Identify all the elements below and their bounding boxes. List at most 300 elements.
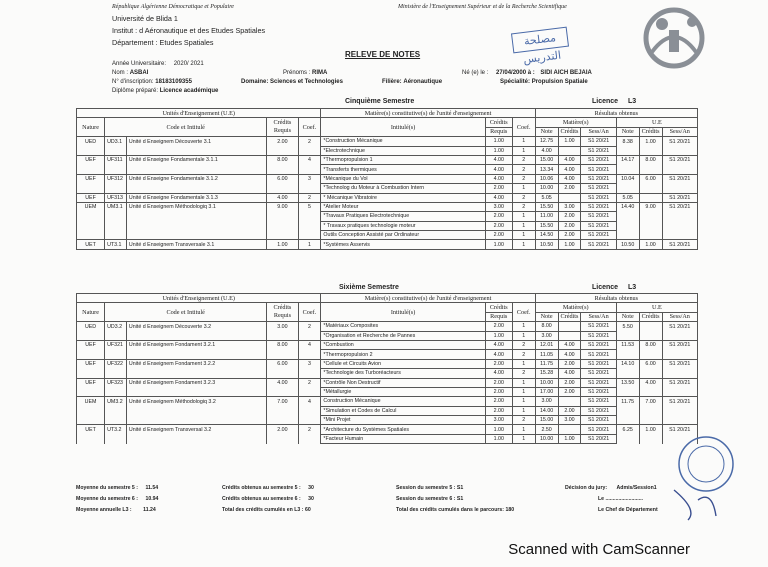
ue-title: Unité d Enseigne Fondamentale 3.1.3 xyxy=(126,193,266,202)
subject-note: 8.00 xyxy=(535,322,558,331)
ue-session: S1 20/21 xyxy=(662,340,697,349)
subject-credits: 4.00 xyxy=(558,369,581,378)
subject-credits: 4.00 xyxy=(558,350,581,359)
subject-note: 5.05 xyxy=(535,193,558,202)
ue-title: Unité d Enseignem Découverte 3.1 xyxy=(126,137,266,146)
ue-code: UF323 xyxy=(105,378,127,387)
session-s6: Session du semestre 6 : S1 xyxy=(396,496,464,502)
empty-cell xyxy=(616,350,639,359)
ue-code: UD3.2 xyxy=(105,322,127,331)
ue-session: S1 20/21 xyxy=(662,378,697,387)
ue-code: UM3.1 xyxy=(105,202,127,211)
document-title: RELEVE DE NOTES xyxy=(345,50,421,59)
empty-cell xyxy=(662,165,697,174)
ue-coef: 2 xyxy=(298,322,321,331)
ue-credits-requis: 6.00 xyxy=(267,359,298,368)
ue-credits-requis: 9.00 xyxy=(267,202,298,211)
ue-note: 5.05 xyxy=(616,193,639,202)
code-header: Code et Intitulé xyxy=(105,303,267,322)
subject-session: S1 20/21 xyxy=(581,359,616,368)
scanner-footer: Scanned with CamScanner xyxy=(508,541,690,558)
ue-coef: 4 xyxy=(298,340,321,349)
subject-credits-requis: 4.00 xyxy=(485,340,512,349)
ue-note: 11.53 xyxy=(616,340,639,349)
coef-header-2: Coef. xyxy=(512,303,535,322)
subject-credits xyxy=(558,193,581,202)
nature-header: Nature xyxy=(77,118,105,137)
subject-session: S1 20/21 xyxy=(581,165,616,174)
subject-session: S1 20/21 xyxy=(581,137,616,146)
ue-nature: UEF xyxy=(77,340,105,349)
birth-info: Né (e) le : 27/04/2000 à : SIDI AICH BEJAIA xyxy=(462,70,592,76)
ue-note: 10.04 xyxy=(616,174,639,183)
subject-name: *Thermopropulsion 1 xyxy=(321,155,485,164)
matieres-sub-header: Matière(s) xyxy=(535,303,616,312)
ue-coef: 1 xyxy=(298,240,321,249)
empty-cell xyxy=(616,221,639,230)
empty-cell xyxy=(267,184,298,193)
empty-cell xyxy=(126,231,266,240)
subject-credits xyxy=(558,425,581,434)
ministry-header: Ministère de l'Enseignement Supérieur et de la Recherche Scientifique xyxy=(398,4,567,10)
empty-cell xyxy=(298,416,321,425)
table-row xyxy=(77,137,698,146)
empty-cell xyxy=(77,406,105,415)
subject-name: * Travaux pratiques technologie moteur xyxy=(321,221,485,230)
resultats-header: Résultats obtenus xyxy=(535,294,697,303)
ue-code: UF321 xyxy=(105,340,127,349)
subject-coef: 1 xyxy=(512,397,535,406)
empty-cell xyxy=(639,184,662,193)
stamp-text: مصلحة التدريس xyxy=(522,32,562,67)
empty-cell xyxy=(77,221,105,230)
subject-coef: 1 xyxy=(512,425,535,434)
ue-coef: 3 xyxy=(298,174,321,183)
subject-name: *Technologie des Turboréacteurs xyxy=(321,369,485,378)
intitule-header: Intitulé(s) xyxy=(321,303,485,322)
ue-credits-requis: 8.00 xyxy=(267,340,298,349)
subject-credits-requis: 1.00 xyxy=(485,137,512,146)
empty-cell xyxy=(77,369,105,378)
semester5-title: Cinquième Semestre xyxy=(345,98,415,105)
subject-credits-requis: 4.00 xyxy=(485,174,512,183)
subject-coef: 1 xyxy=(512,146,535,155)
credits-s6: Crédits obtenus au semestre 6 : 30 xyxy=(222,496,314,502)
empty-cell xyxy=(105,146,127,155)
empty-cell xyxy=(662,146,697,155)
empty-cell xyxy=(77,165,105,174)
empty-cell xyxy=(639,434,662,443)
empty-cell xyxy=(616,184,639,193)
empty-cell xyxy=(662,387,697,396)
subject-credits xyxy=(558,397,581,406)
semester6-table xyxy=(76,293,698,444)
empty-cell xyxy=(267,231,298,240)
subject-note: 15.00 xyxy=(535,416,558,425)
subject-credits-requis: 1.00 xyxy=(485,240,512,249)
subject-session: S1 20/21 xyxy=(581,184,616,193)
subject-credits: 2.00 xyxy=(558,184,581,193)
empty-cell xyxy=(267,221,298,230)
empty-cell xyxy=(616,434,639,443)
semester5-level: Licence L3 xyxy=(592,98,637,105)
subject-note: 2.50 xyxy=(535,425,558,434)
coef-header-2: Coef. xyxy=(512,118,535,137)
subject-session: S1 20/21 xyxy=(581,387,616,396)
subject-note: 10.00 xyxy=(535,434,558,443)
empty-cell xyxy=(267,350,298,359)
subject-coef: 1 xyxy=(512,387,535,396)
table-row xyxy=(77,231,698,240)
ue-credits: 1.00 xyxy=(639,425,662,434)
subject-coef: 2 xyxy=(512,350,535,359)
table-row xyxy=(77,331,698,340)
subject-name: *Mini Projet xyxy=(321,416,485,425)
subject-coef: 2 xyxy=(512,202,535,211)
empty-cell xyxy=(639,331,662,340)
ue-session: S1 20/21 xyxy=(662,174,697,183)
ue-nature: UEF xyxy=(77,193,105,202)
sess-header: Sess/An xyxy=(581,312,616,321)
ue-note: 13.50 xyxy=(616,378,639,387)
subject-credits-requis: 4.00 xyxy=(485,369,512,378)
empty-cell xyxy=(77,212,105,221)
department-round-stamp xyxy=(668,430,740,522)
table-row xyxy=(77,425,698,434)
table-row xyxy=(77,369,698,378)
filiere-info: Filière: Aéronautique xyxy=(382,79,443,85)
empty-cell xyxy=(105,231,127,240)
moyenne-s6: Moyenne du semestre 6 : 10.94 xyxy=(76,496,159,502)
subject-credits: 4.00 xyxy=(558,174,581,183)
subject-credits-requis: 2.00 xyxy=(485,221,512,230)
ue-session: S1 20/21 xyxy=(662,202,697,211)
empty-cell xyxy=(77,184,105,193)
code-header: Code et Intitulé xyxy=(105,118,267,137)
ue-session: S1 20/21 xyxy=(662,155,697,164)
empty-cell xyxy=(298,350,321,359)
subject-coef: 2 xyxy=(512,174,535,183)
subject-session: S1 20/21 xyxy=(581,406,616,415)
ue-coef: 2 xyxy=(298,378,321,387)
ue-coef: 4 xyxy=(298,397,321,406)
subject-note: 15.50 xyxy=(535,202,558,211)
ue-credits-requis: 3.00 xyxy=(267,322,298,331)
subject-credits-requis: 2.00 xyxy=(485,397,512,406)
subject-name: *Simulation et Codes de Calcul xyxy=(321,406,485,415)
ue-code: UF313 xyxy=(105,193,127,202)
subject-credits: 2.00 xyxy=(558,406,581,415)
subject-coef: 1 xyxy=(512,322,535,331)
specialite-info: Spécialité: Propulsion Spatiale xyxy=(500,79,588,85)
domain-info: Domaine: Sciences et Technologies xyxy=(241,79,343,85)
empty-cell xyxy=(126,369,266,378)
ue-code: UM3.2 xyxy=(105,397,127,406)
subject-note: 10.00 xyxy=(535,378,558,387)
matieres-header: Matière(s) constitutive(s) de l'unité d'enseignement xyxy=(321,109,535,118)
empty-cell xyxy=(662,221,697,230)
empty-cell xyxy=(126,406,266,415)
empty-cell xyxy=(105,350,127,359)
ue-session: S1 20/21 xyxy=(662,322,697,331)
ue-session: S1 20/21 xyxy=(662,240,697,249)
empty-cell xyxy=(298,387,321,396)
subject-name: *Matériaux Composites xyxy=(321,322,485,331)
subject-note: 10.50 xyxy=(535,240,558,249)
empty-cell xyxy=(298,434,321,443)
ue-nature: UEM xyxy=(77,397,105,406)
subject-credits-requis: 2.00 xyxy=(485,322,512,331)
note-header: Note xyxy=(535,312,558,321)
subject-session: S1 20/21 xyxy=(581,231,616,240)
subject-credits: 1.00 xyxy=(558,240,581,249)
credits-sub-header: Crédits xyxy=(639,312,662,321)
subject-session: S1 20/21 xyxy=(581,240,616,249)
ue-session: S1 20/21 xyxy=(662,193,697,202)
department-name: Département : Etudes Spatiales xyxy=(112,38,214,47)
subject-note: 10.06 xyxy=(535,174,558,183)
subject-name: *Travaux Pratiques Electrotechnique xyxy=(321,212,485,221)
empty-cell xyxy=(662,231,697,240)
empty-cell xyxy=(662,406,697,415)
ue-coef: 4 xyxy=(298,155,321,164)
ue-credits-requis: 7.00 xyxy=(267,397,298,406)
ue-credits-requis: 1.00 xyxy=(267,240,298,249)
subject-name: *Métallurgie xyxy=(321,387,485,396)
ue-note: 5.50 xyxy=(616,322,639,331)
ue-credits: 1.00 xyxy=(639,240,662,249)
empty-cell xyxy=(77,416,105,425)
intitule-header: Intitulé(s) xyxy=(321,118,485,137)
subject-credits-requis: 1.00 xyxy=(485,331,512,340)
credits-header: Crédits xyxy=(485,118,512,127)
empty-cell xyxy=(639,416,662,425)
subject-coef: 1 xyxy=(512,137,535,146)
subject-credits-requis: 2.00 xyxy=(485,212,512,221)
empty-cell xyxy=(126,387,266,396)
registration-number: N° d'inscription: 18183109355 xyxy=(112,79,192,85)
empty-cell xyxy=(105,331,127,340)
ue-credits: 1.00 xyxy=(639,137,662,146)
subject-credits: 4.00 xyxy=(558,155,581,164)
ue-sub-header: U.E xyxy=(616,303,697,312)
empty-cell xyxy=(105,369,127,378)
empty-cell xyxy=(616,387,639,396)
empty-cell xyxy=(105,165,127,174)
ue-session: S1 20/21 xyxy=(662,137,697,146)
empty-cell xyxy=(77,331,105,340)
subject-session: S1 20/21 xyxy=(581,350,616,359)
ue-credits-requis: 8.00 xyxy=(267,155,298,164)
note-header: Note xyxy=(535,127,558,136)
subject-note: 17.00 xyxy=(535,387,558,396)
ue-note: 11.75 xyxy=(616,397,639,406)
subject-session: S1 20/21 xyxy=(581,397,616,406)
ue-credits: 8.00 xyxy=(639,340,662,349)
ue-coef: 2 xyxy=(298,425,321,434)
empty-cell xyxy=(267,406,298,415)
ue-nature: UEF xyxy=(77,359,105,368)
note-header: Note xyxy=(616,127,639,136)
table-row xyxy=(77,240,698,249)
empty-cell xyxy=(267,369,298,378)
subject-note: 15.00 xyxy=(535,155,558,164)
subject-note: 14.50 xyxy=(535,231,558,240)
empty-cell xyxy=(77,146,105,155)
ue-coef: 3 xyxy=(298,359,321,368)
empty-cell xyxy=(639,387,662,396)
empty-cell xyxy=(298,212,321,221)
total-credits-parcours: Total des crédits cumulés dans le parcours: 180 xyxy=(396,507,515,513)
service-stamp xyxy=(511,27,569,67)
empty-cell xyxy=(126,350,266,359)
student-first-name: Prénoms : RIMA xyxy=(283,70,328,76)
empty-cell xyxy=(267,165,298,174)
subject-credits: 4.00 xyxy=(558,340,581,349)
empty-cell xyxy=(616,416,639,425)
ue-code: UD3.1 xyxy=(105,137,127,146)
subject-credits-requis: 2.00 xyxy=(485,231,512,240)
table-row xyxy=(77,350,698,359)
republic-header: République Algérienne Démocratique et Populaire xyxy=(112,4,234,10)
subject-coef: 1 xyxy=(512,331,535,340)
ue-credits-requis: 4.00 xyxy=(267,193,298,202)
empty-cell xyxy=(267,387,298,396)
ue-note: 8.38 xyxy=(616,137,639,146)
semester6-level: Licence L3 xyxy=(592,284,637,291)
ue-credits: 4.00 xyxy=(639,378,662,387)
table-row xyxy=(77,146,698,155)
table-row xyxy=(77,378,698,387)
subject-credits xyxy=(558,322,581,331)
subject-credits: 2.00 xyxy=(558,212,581,221)
subject-credits: 4.00 xyxy=(558,165,581,174)
ue-nature: UEF xyxy=(77,174,105,183)
ue-title: Unité d Enseigne Fondamentale 3.1.2 xyxy=(126,174,266,183)
ue-nature: UEF xyxy=(77,378,105,387)
subject-coef: 2 xyxy=(512,340,535,349)
subject-name: *Transferts thermiques xyxy=(321,165,485,174)
empty-cell xyxy=(298,165,321,174)
credits-header: Crédits xyxy=(485,303,512,312)
empty-cell xyxy=(298,369,321,378)
ue-note: 10.50 xyxy=(616,240,639,249)
ue-session: S1 20/21 xyxy=(662,425,697,434)
ue-credits-requis: 2.00 xyxy=(267,137,298,146)
subject-name: *Facteur Humain xyxy=(321,434,485,443)
subject-credits: 2.00 xyxy=(558,378,581,387)
empty-cell xyxy=(126,184,266,193)
table-row xyxy=(77,202,698,211)
subject-session: S1 20/21 xyxy=(581,174,616,183)
subject-name: * Mécanique Vibratoire xyxy=(321,193,485,202)
chef-departement: Le Chef de Département xyxy=(598,507,658,513)
subject-name: *Organisation et Recherche de Pannes xyxy=(321,331,485,340)
requis-header: Requis xyxy=(485,312,512,321)
subject-credits xyxy=(558,146,581,155)
coef-header: Coef. xyxy=(298,303,321,322)
empty-cell xyxy=(105,184,127,193)
subject-note: 15.50 xyxy=(535,221,558,230)
empty-cell xyxy=(267,434,298,443)
table-row xyxy=(77,397,698,406)
total-credits-l3: Total des crédits cumulés en L3 : 60 xyxy=(222,507,311,513)
subject-credits: 1.00 xyxy=(558,434,581,443)
credits-requis-header: Crédits Requis xyxy=(267,303,298,322)
empty-cell xyxy=(105,434,127,443)
ue-title: Unité d Enseignem Fondament 3.2.3 xyxy=(126,378,266,387)
semester5-table xyxy=(76,108,698,250)
empty-cell xyxy=(298,146,321,155)
table-row xyxy=(77,174,698,183)
subject-credits-requis: 4.00 xyxy=(485,155,512,164)
credits-sub-header: Crédits xyxy=(558,312,581,321)
empty-cell xyxy=(639,212,662,221)
subject-credits: 2.00 xyxy=(558,359,581,368)
empty-cell xyxy=(662,369,697,378)
subject-credits xyxy=(558,331,581,340)
empty-cell xyxy=(662,184,697,193)
empty-cell xyxy=(126,212,266,221)
table-row xyxy=(77,212,698,221)
date-line: Le .......................... xyxy=(598,496,643,502)
sess-header: Sess/An xyxy=(662,127,697,136)
ue-nature: UEF xyxy=(77,155,105,164)
subject-name: *Construction Mécanique xyxy=(321,137,485,146)
ue-title: Unité d Enseignem Méthodologiq 3.2 xyxy=(126,397,266,406)
subject-name: *Systèmes Asservis xyxy=(321,240,485,249)
empty-cell xyxy=(662,416,697,425)
empty-cell xyxy=(105,416,127,425)
subject-note: 12.01 xyxy=(535,340,558,349)
ue-title: Unité d Enseignem Transversal 3.2 xyxy=(126,425,266,434)
subject-name: Outils Conception Assisté par Ordinateur xyxy=(321,231,485,240)
note-header: Note xyxy=(616,312,639,321)
empty-cell xyxy=(616,165,639,174)
subject-note: 13.34 xyxy=(535,165,558,174)
nature-header: Nature xyxy=(77,303,105,322)
subject-name: *Technolog du Moteur à Combustion Intern xyxy=(321,184,485,193)
empty-cell xyxy=(639,146,662,155)
subject-session: S1 20/21 xyxy=(581,378,616,387)
ue-nature: UET xyxy=(77,240,105,249)
empty-cell xyxy=(77,434,105,443)
subject-coef: 1 xyxy=(512,359,535,368)
ue-credits-requis: 2.00 xyxy=(267,425,298,434)
empty-cell xyxy=(105,406,127,415)
empty-cell xyxy=(105,212,127,221)
subject-coef: 1 xyxy=(512,212,535,221)
subject-credits-requis: 4.00 xyxy=(485,165,512,174)
ue-credits: 7.00 xyxy=(639,397,662,406)
table-row xyxy=(77,416,698,425)
subject-session: S1 20/21 xyxy=(581,322,616,331)
jury-decision: Décision du jury: Admis/Session1 xyxy=(565,485,657,491)
subject-name: *Atelier Moteur xyxy=(321,202,485,211)
subject-note: 12.75 xyxy=(535,137,558,146)
ue-header: Unités d'Enseignement (U.E) xyxy=(77,109,321,118)
empty-cell xyxy=(267,331,298,340)
subject-coef: 1 xyxy=(512,434,535,443)
subject-session: S1 20/21 xyxy=(581,221,616,230)
subject-note: 14.00 xyxy=(535,406,558,415)
empty-cell xyxy=(616,212,639,221)
subject-credits-requis: 3.00 xyxy=(485,416,512,425)
ue-note: 14.17 xyxy=(616,155,639,164)
table-row xyxy=(77,387,698,396)
credits-sub-header: Crédits xyxy=(639,127,662,136)
empty-cell xyxy=(126,416,266,425)
